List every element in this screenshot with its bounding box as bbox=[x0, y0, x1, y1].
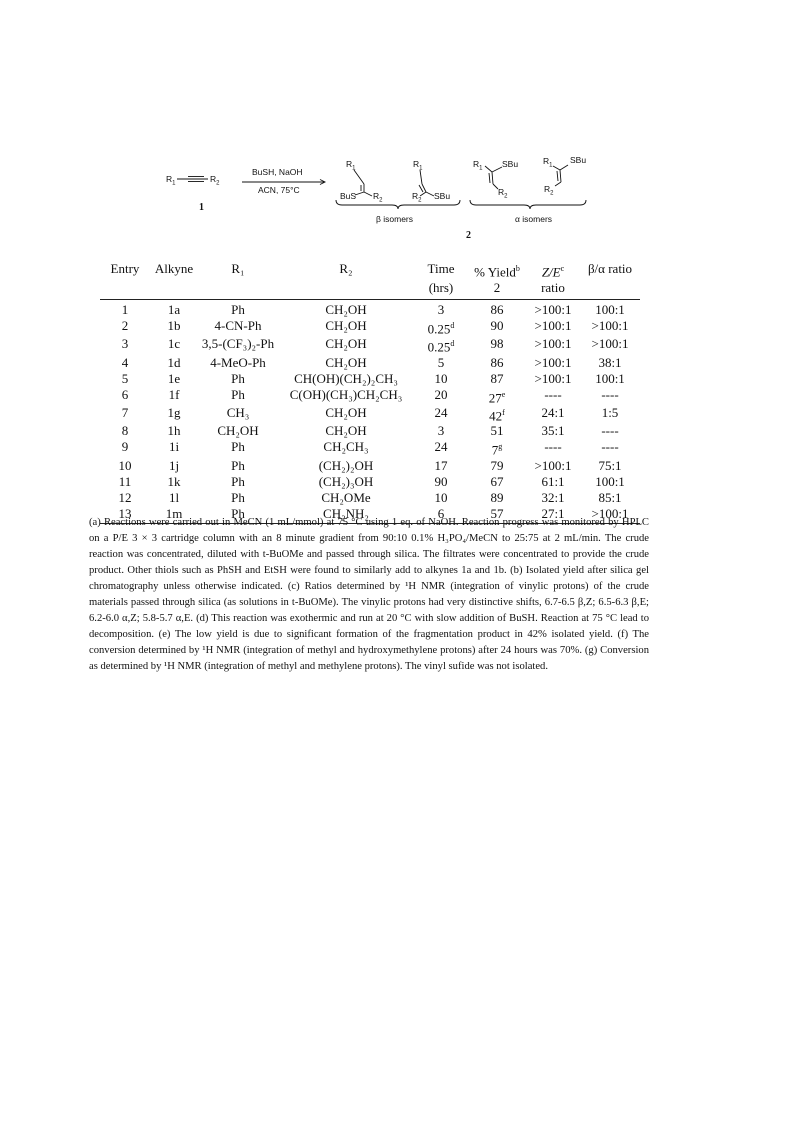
footnote-e: (e) The low yield is due to significant formation of the fragmentation product in 42% isolated yield. bbox=[158, 629, 613, 640]
cell-time: 24 bbox=[434, 439, 448, 455]
cell-r1: Ph bbox=[231, 370, 245, 386]
cell-ze-ratio: >100:1 bbox=[534, 302, 572, 317]
cell-alkyne: 1g bbox=[167, 404, 181, 420]
cell-yield: 57 bbox=[468, 506, 526, 524]
cell-ze-ratio: 61:1 bbox=[541, 473, 565, 489]
cell-entry: 9 bbox=[121, 439, 129, 455]
table-row bbox=[100, 387, 640, 405]
cell-entry: 10 bbox=[118, 457, 132, 473]
cell-entry: 8 bbox=[121, 423, 129, 439]
table-row bbox=[100, 336, 640, 354]
p2-r1: $R_1$ bbox=[413, 159, 423, 172]
header-time: Time bbox=[427, 261, 455, 276]
cell-alkyne: 1a bbox=[167, 302, 181, 317]
cell-ba-ratio: 1:5 bbox=[601, 404, 619, 420]
cell-yield: 86 bbox=[490, 302, 504, 317]
header-entry: Entry bbox=[110, 261, 140, 276]
cell-r1: Ph bbox=[231, 473, 245, 489]
table-row bbox=[100, 355, 640, 371]
cell-r2: CH₂OH bbox=[325, 354, 367, 370]
subheader-compound: 2 bbox=[468, 280, 526, 300]
cell-yield: 89 bbox=[490, 489, 504, 505]
header-r2: R₂ bbox=[339, 261, 353, 276]
cell-time: 20 bbox=[434, 386, 448, 402]
cell-ze-ratio: >100:1 bbox=[534, 354, 572, 370]
cell-ze-ratio: >100:1 bbox=[534, 370, 572, 386]
cell-r2: (CH₂)₂OH bbox=[318, 457, 374, 473]
cell-time: 0.25$^d$ bbox=[427, 321, 455, 337]
cell-entry: 12 bbox=[118, 489, 132, 505]
cell-r1: 4-CN-Ph bbox=[214, 318, 262, 333]
p4-r2: $R_2$ bbox=[544, 184, 554, 197]
reactant-number: 1 bbox=[199, 202, 204, 213]
cell-r2: CH₂OH bbox=[325, 336, 367, 352]
cell-r1: Ph bbox=[231, 457, 245, 473]
reaction-scheme bbox=[140, 148, 610, 248]
cell-entry: 6 bbox=[121, 386, 129, 402]
header-alkyne: Alkyne bbox=[154, 261, 194, 276]
results-table bbox=[100, 258, 640, 524]
table-row bbox=[100, 371, 640, 387]
cell-entry: 13 bbox=[100, 506, 150, 524]
reagent-line-1: BuSH, NaOH bbox=[252, 167, 303, 177]
cell-ba-ratio: 75:1 bbox=[598, 457, 622, 473]
p3-r2: $R_2$ bbox=[498, 187, 508, 200]
p2-r2: $R_2$ bbox=[412, 191, 422, 204]
cell-ba-ratio: >100:1 bbox=[591, 318, 629, 333]
p2-sbu: SBu bbox=[434, 191, 451, 201]
cell-yield: 98 bbox=[490, 336, 504, 352]
cell-alkyne: 1d bbox=[167, 354, 181, 370]
cell-time: 24 bbox=[434, 404, 448, 420]
cell-yield: 27e bbox=[488, 389, 506, 405]
cell-alkyne: 1l bbox=[168, 489, 180, 505]
cell-ze-ratio: >100:1 bbox=[534, 336, 572, 352]
cell-ba-ratio: >100:1 bbox=[591, 336, 629, 352]
cell-ba-ratio: 100:1 bbox=[595, 370, 625, 386]
cell-r2: CH₂OMe bbox=[321, 489, 371, 505]
footnote-d: (d) This reaction was exothermic and run at 20 °C with slow addition of BuSH. Reaction at 75 °C lead to decomposition. bbox=[89, 613, 650, 640]
cell-alkyne: 1b bbox=[167, 318, 181, 333]
cell-entry: 5 bbox=[121, 370, 129, 386]
cell-r1: Ph bbox=[231, 302, 245, 317]
footnote-g: (g) Conversion as determined by ¹H NMR (integration of methyl and methylene protons). The vinyl sufide was not isolated. bbox=[89, 645, 649, 672]
cell-r2: CH₂OH bbox=[325, 404, 367, 420]
p3-r1: $R_1$ bbox=[473, 159, 483, 172]
cell-r1: CH₃ bbox=[226, 404, 250, 420]
cell-yield: 67 bbox=[490, 473, 504, 489]
cell-yield: 7$^g$ bbox=[491, 442, 503, 458]
cell-alkyne: 1f bbox=[168, 386, 180, 402]
header-ba-ratio: β/α ratio bbox=[587, 261, 633, 276]
cell-time: 90 bbox=[434, 473, 448, 489]
cell-r1: CH₂OH bbox=[217, 423, 259, 439]
product-number: 2 bbox=[466, 230, 471, 241]
p1-bus: BuS bbox=[340, 191, 357, 201]
cell-ba-ratio: ---- bbox=[601, 423, 619, 439]
header-yield: % Yield$^b$ bbox=[474, 264, 520, 280]
cell-time: 5 bbox=[437, 354, 445, 370]
cell-ze-ratio: 24:1 bbox=[541, 404, 565, 420]
footnote-f: (f) The conversion determined by ¹H NMR (integration of methyl and hydroxymethylene protons) after 24 hours was 70%. bbox=[89, 629, 650, 656]
footnote-a: (a) Reactions were carried out in MeCN (1 mL/mmol) at 75 °C using 1 eq. of NaOH. Reaction progress was monitored by HPLC on a P/E 3 × 3 cartridge column with an 8 minute gradient from 90:10 0.1% H₃PO₄/MeCN to 25:75 at 2 mL/min. The crude reaction was concentrated, diluted with t-BuOMe and passed through silica. The filtrates were concentrated to provide the crude product. Other thiols such as PhSH and EtSH were found to similarly add to alkynes 1a and 1b. bbox=[89, 517, 649, 576]
cell-alkyne: 1e bbox=[167, 370, 181, 386]
table-row bbox=[100, 458, 640, 474]
cell-r2: CH₂OH bbox=[325, 423, 367, 439]
subheader-ratio: ratio bbox=[526, 280, 580, 300]
p4-r1: $R_1$ bbox=[543, 156, 553, 169]
cell-ze-ratio: >100:1 bbox=[534, 318, 572, 333]
alpha-isomers-label: α isomers bbox=[515, 214, 553, 224]
footnote-c: (c) Ratios determined by ¹H NMR (integration of vinylic protons) of the crude materials passed through silica (as solutions in t-BuOMe). The vinylic protons had very distinctive shifts, 6.7-6.5 β,Z; 6.5-6.3 β,E; 6.2-6.0 α,Z; 5.8-5.7 α,E. bbox=[89, 581, 649, 624]
cell-entry: 7 bbox=[121, 404, 129, 420]
cell-entry: 2 bbox=[121, 318, 129, 333]
reactant-r2-label: $R_2$ bbox=[210, 174, 220, 187]
cell-alkyne: 1c bbox=[167, 336, 181, 352]
p4-sbu: SBu bbox=[570, 155, 587, 165]
table-row bbox=[100, 318, 640, 336]
cell-yield: 86 bbox=[490, 354, 504, 370]
cell-ze-ratio: 32:1 bbox=[541, 489, 565, 505]
cell-time: 17 bbox=[434, 457, 448, 473]
cell-r1: Ph bbox=[231, 386, 245, 402]
table-row bbox=[100, 474, 640, 490]
cell-ze-ratio: ---- bbox=[544, 386, 562, 402]
cell-entry: 3 bbox=[121, 336, 129, 352]
cell-r1: Ph bbox=[198, 506, 278, 524]
table-row bbox=[100, 300, 640, 319]
header-r1: R₁ bbox=[231, 261, 245, 276]
cell-ze-ratio: >100:1 bbox=[534, 457, 572, 473]
cell-alkyne: 1m bbox=[150, 506, 198, 524]
cell-r2: C(OH)(CH₃)CH₂CH₃ bbox=[289, 386, 403, 402]
reactant-r1-label: $R_1$ bbox=[166, 174, 176, 187]
cell-r2: CH₂NH₂ bbox=[278, 506, 414, 524]
footnote-b: (b) Isolated yield after silica gel chromatography unless otherwise indicated. bbox=[89, 565, 650, 592]
cell-alkyne: 1h bbox=[167, 423, 181, 439]
cell-time: 10 bbox=[434, 489, 448, 505]
p3-sbu: SBu bbox=[502, 159, 519, 169]
cell-time: 3 bbox=[437, 423, 445, 439]
cell-time: 6 bbox=[414, 506, 468, 524]
table-body bbox=[100, 300, 640, 524]
cell-r2: CH(OH)(CH₂)₂CH₃ bbox=[294, 370, 398, 386]
table-row bbox=[100, 405, 640, 423]
p1-r2: $R_2$ bbox=[373, 191, 383, 204]
cell-ba-ratio: ---- bbox=[601, 439, 619, 455]
cell-ze-ratio: ---- bbox=[544, 439, 562, 455]
cell-ba-ratio: 100:1 bbox=[595, 473, 625, 489]
cell-time: 3 bbox=[437, 302, 445, 317]
cell-r1: 4-MeO-Ph bbox=[210, 354, 266, 370]
cell-yield: 42$^f$ bbox=[489, 407, 505, 424]
cell-ba-ratio: 85:1 bbox=[598, 489, 622, 505]
table-row bbox=[100, 423, 640, 439]
cell-ba-ratio: 38:1 bbox=[598, 354, 622, 370]
cell-ba-ratio: >100:1 bbox=[580, 506, 640, 524]
cell-ze-ratio: 35:1 bbox=[541, 423, 565, 439]
cell-entry: 1 bbox=[121, 302, 129, 317]
table-row bbox=[100, 439, 640, 457]
cell-r2: CH₂CH₃ bbox=[323, 439, 369, 455]
cell-yield: 79 bbox=[490, 457, 504, 473]
cell-yield: 87 bbox=[490, 370, 504, 386]
cell-ba-ratio: 100:1 bbox=[595, 302, 625, 317]
cell-alkyne: 1k bbox=[167, 473, 181, 489]
cell-time: 0.25$^d$ bbox=[427, 339, 455, 355]
cell-r2: CH₂OH bbox=[325, 318, 367, 333]
cell-alkyne: 1i bbox=[168, 439, 180, 455]
cell-r1: 3,5-(CF₃)₂-Ph bbox=[201, 336, 275, 352]
reagent-line-2: ACN, 75°C bbox=[258, 185, 300, 195]
subheader-hrs: (hrs) bbox=[414, 280, 468, 300]
cell-ze-ratio: 27:1 bbox=[526, 506, 580, 524]
cell-time: 10 bbox=[434, 370, 448, 386]
cell-r1: Ph bbox=[231, 439, 245, 455]
table-footnotes bbox=[89, 515, 649, 675]
header-ze: $Z/E^c$ bbox=[541, 264, 565, 280]
cell-ba-ratio: ---- bbox=[601, 386, 619, 402]
beta-isomers-label: β isomers bbox=[376, 214, 414, 224]
cell-alkyne: 1j bbox=[168, 457, 180, 473]
cell-entry: 4 bbox=[121, 354, 129, 370]
cell-entry: 11 bbox=[118, 473, 132, 489]
cell-yield: 51 bbox=[490, 423, 504, 439]
p1-r1: $R_1$ bbox=[346, 159, 356, 172]
cell-r1: Ph bbox=[231, 489, 245, 505]
table-row bbox=[100, 490, 640, 506]
cell-r2: (CH₂)₃OH bbox=[318, 473, 374, 489]
cell-r2: CH₂OH bbox=[325, 302, 367, 317]
cell-yield: 90 bbox=[490, 318, 504, 333]
